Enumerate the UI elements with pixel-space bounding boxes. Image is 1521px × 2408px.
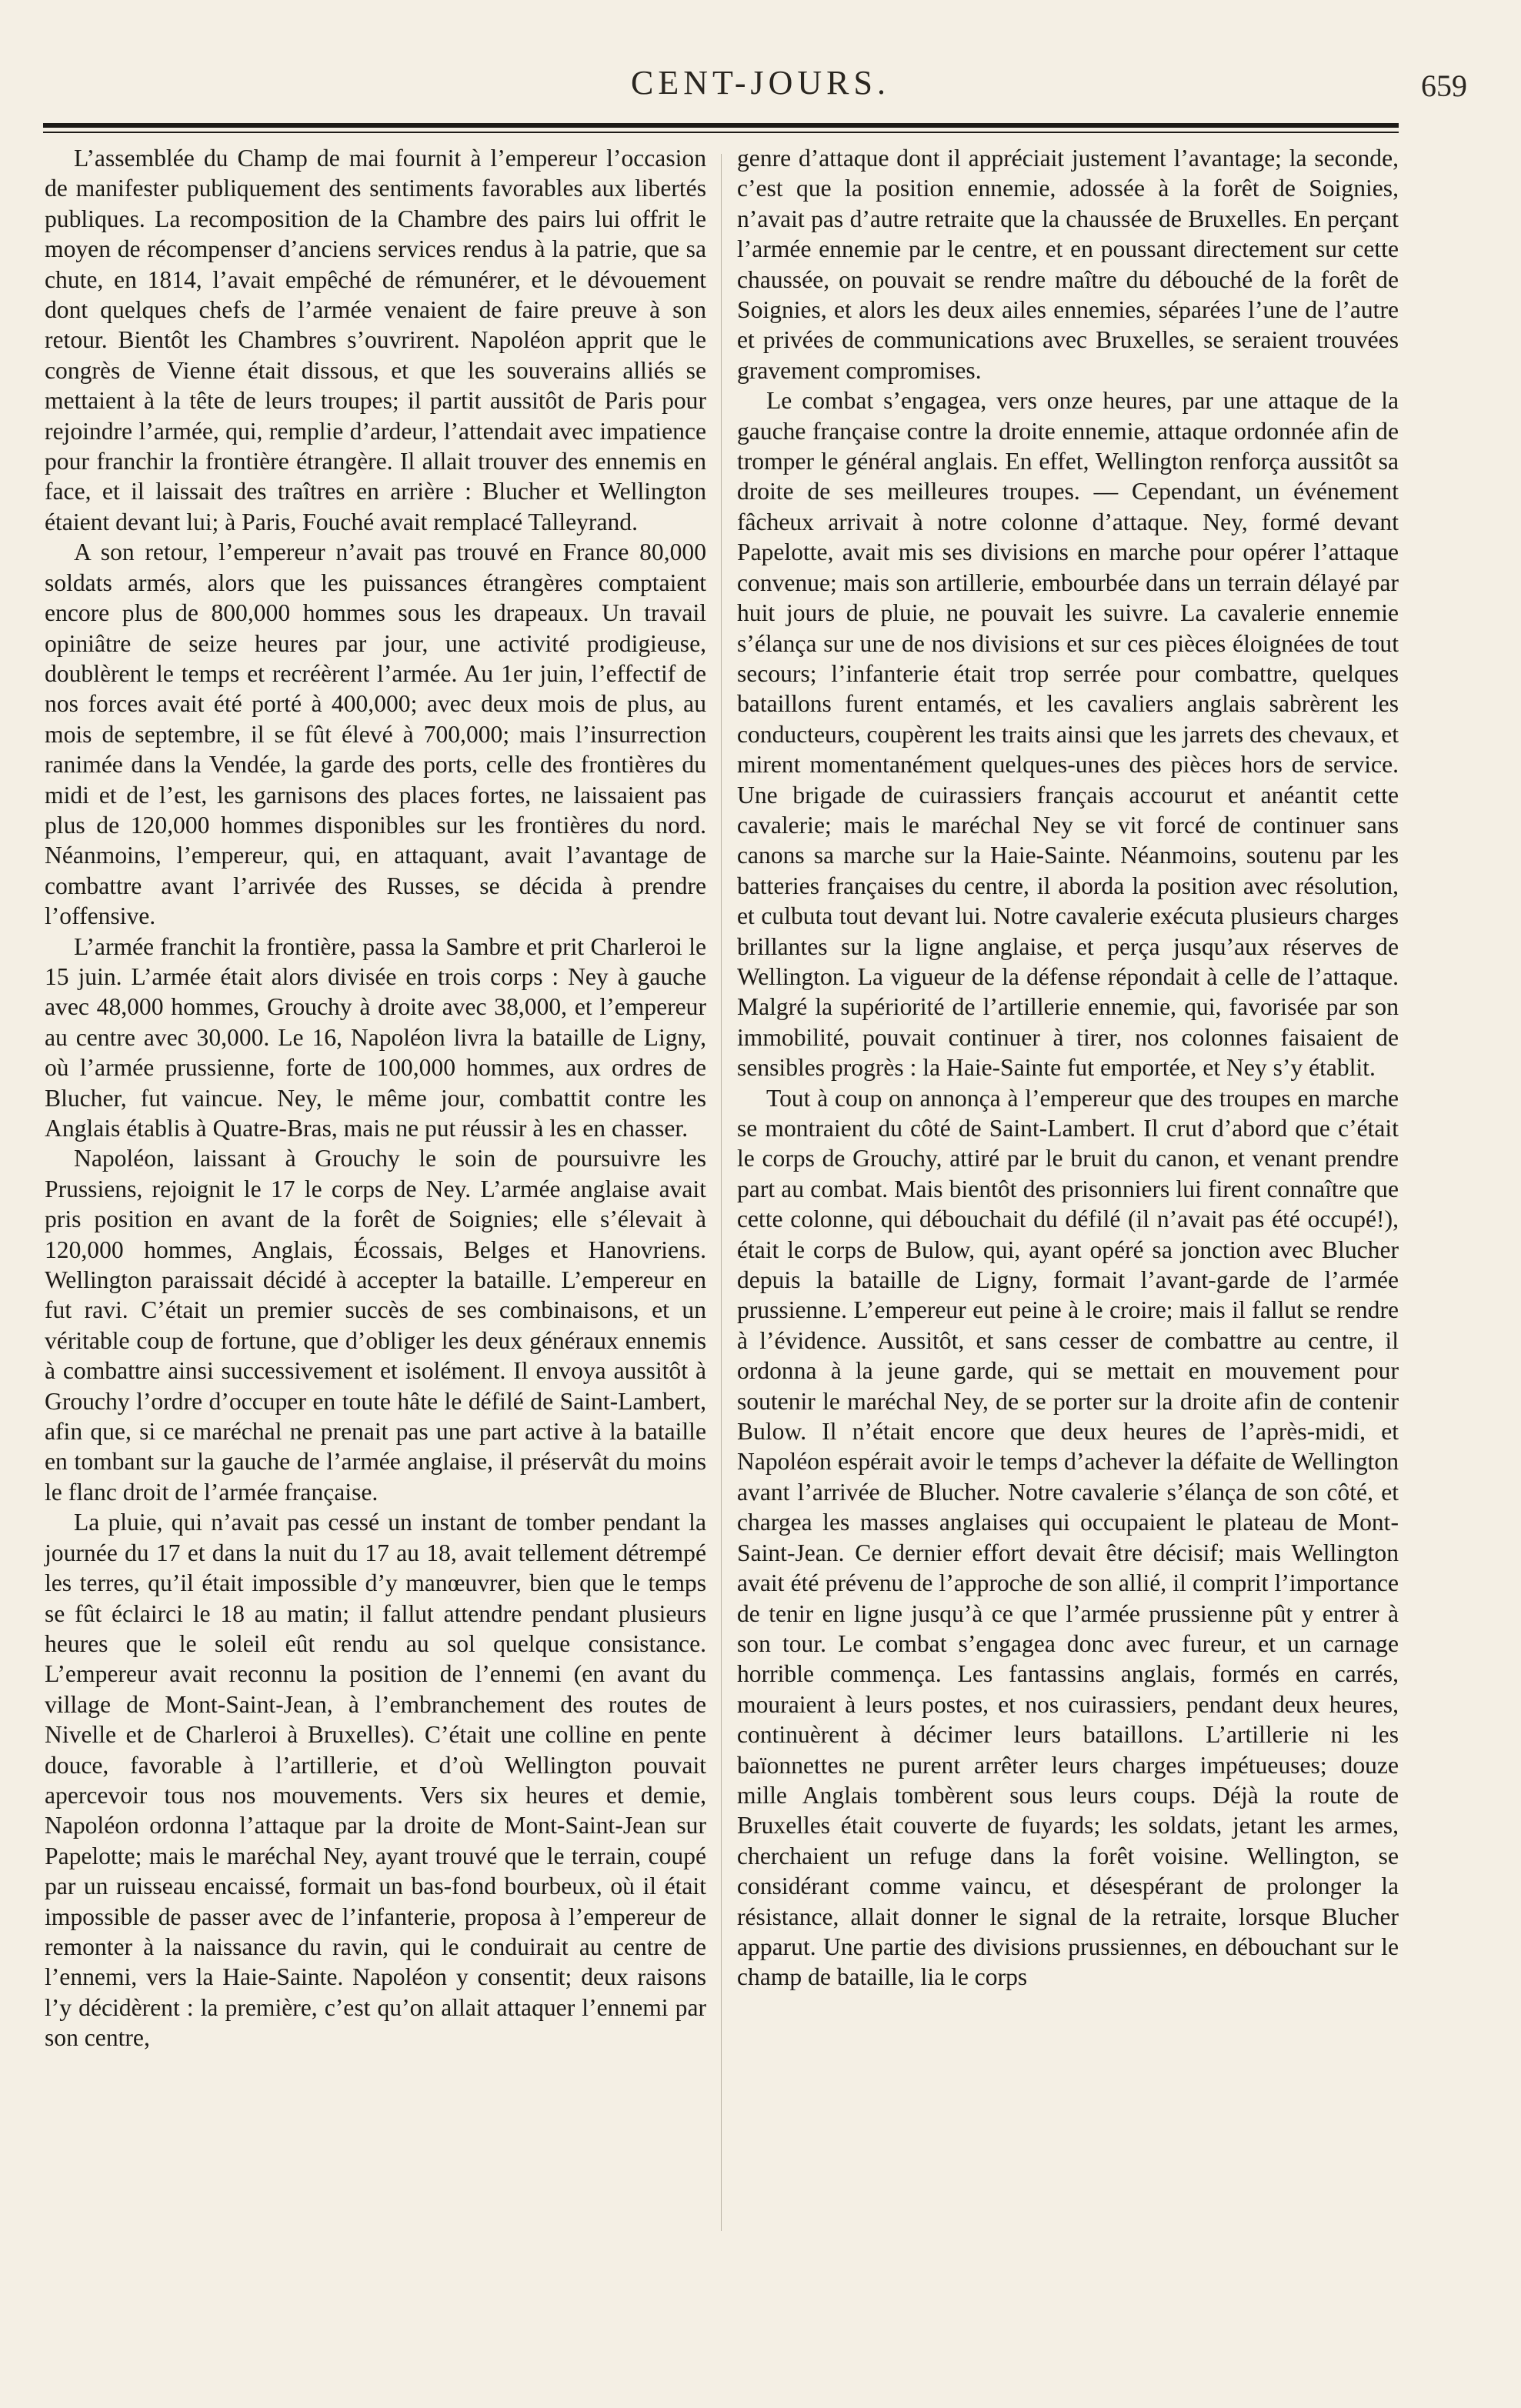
- running-title: CENT-JOURS.: [631, 64, 890, 102]
- paragraph: Le combat s’engagea, vers onze heures, par une attaque de la gauche française contre la droite ennemie, attaque ordonnée afin de tromper le général anglais. En effet, Wellington renforça aussitôt sa droite de ses meilleures troupes. — Cependant, un événement fâcheux arrivait à notre colonne d’attaque. Ney, formé devant Papelotte, avait mis ses divisions en marche pour opérer l’attaque convenue; mais son artillerie, embourbée dans un terrain délayé par huit jours de pluie, ne pouvait les suivre. La cavalerie ennemie s’élança sur une de nos divisions et sur ces pièces éloignées de tout secours; l’infanterie était trop serrée pour combattre, quelques bataillons furent entamés, et les cavaliers anglais sabrèrent les conducteurs, coupèrent les traits ainsi que les jarrets des chevaux, et mirent momentanément quelques-unes des pièces hors de service. Une brigade de cuirassiers français accourut et anéantit cette cavalerie; mais le maréchal Ney se vit forcé de continuer sans canons sa marche sur la Haie-Sainte. Néanmoins, soutenu par les batteries françaises du centre, il aborda la position avec résolution, et culbuta tout devant lui. Notre cavalerie exécuta plusieurs charges brillantes sur la ligne anglaise, et perça jusqu’aux réserves de Wellington. La vigueur de la défense répondait à celle de l’attaque. Malgré la supériorité de l’artillerie ennemie, qui, favorisée par son immobilité, pouvait continuer à tirer, nos colonnes faisaient de sensibles progrès : la Haie-Sainte fut emportée, et Ney s’y établit.: [737, 387, 1399, 1082]
- paragraph: L’armée franchit la frontière, passa la Sambre et prit Charleroi le 15 juin. L’armée était alors divisée en trois corps : Ney à gauche avec 48,000 hommes, Grouchy à droite avec 38,000, et l’empereur au centre avec 30,000. Le 16, Napoléon livra la bataille de Ligny, où l’armée prussienne, forte de 100,000 hommes, aux ordres de Blucher, fut vaincue. Ney, le même jour, combattit contre les Anglais établis à Quatre-Bras, mais ne put réussir à les en chasser.: [45, 932, 706, 1142]
- paragraph: A son retour, l’empereur n’avait pas trouvé en France 80,000 soldats armés, alors que les puissances étrangères comptaient encore plus de 800,000 hommes sous les drapeaux. Un travail opiniâtre de seize heures par jour, une activité prodigieuse, doublèrent le temps et recréèrent l’armée. Au 1er juin, l’effectif de nos forces avait été porté à 400,000; avec deux mois de plus, au mois de septembre, il se fût élevé à 700,000; mais l’insurrection ranimée dans la Vendée, la garde des ports, celle des frontières du midi et de l’est, les garnisons des places fortes, ne laissaient pas plus de 120,000 hommes disponibles sur les frontières du nord. Néanmoins, l’empereur, qui, en attaquant, avait l’avantage de combattre avant l’arrivée des Russes, se décida à prendre l’offensive.: [45, 539, 706, 930]
- page-number: 659: [1421, 68, 1467, 103]
- left-column: [45, 143, 706, 2236]
- header-rule-thick: [43, 123, 1399, 128]
- paragraph: La pluie, qui n’avait pas cessé un instant de tomber pendant la journée du 17 et dans la nuit du 17 au 18, avait tellement détrempé les terres, qu’il était impossible d’y manœuvrer, bien que le temps se fût éclairci le 18 au matin; il fallut attendre pendant plusieurs heures que le soleil eût rendu au sol quelque consistance. L’empereur avait reconnu la position de l’ennemi (en avant du village de Mont-Saint-Jean, à l’embranchement des routes de Nivelle et de Charleroi à Bruxelles). C’était une colline en pente douce, favorable à l’artillerie, et d’où Wellington pouvait apercevoir tous nos mouvements. Vers six heures et demie, Napoléon ordonna l’attaque par la droite de Mont-Saint-Jean sur Papelotte; mais le maréchal Ney, ayant trouvé que le terrain, coupé par un ruisseau encaissé, formait un bas-fond bourbeux, où il était impossible de passer avec de l’infanterie, proposa à l’empereur de remonter à la naissance du ravin, qui le conduirait au centre de l’ennemi, vers la Haie-Sainte. Napoléon y consentit; deux raisons l’y décidèrent : la première, c’est qu’on allait attaquer l’ennemi par son centre,: [45, 1509, 706, 2052]
- column-divider: [721, 154, 722, 2231]
- paragraph: Tout à coup on annonça à l’empereur que des troupes en marche se montraient du côté de Saint-Lambert. Il crut d’abord que c’était le corps de Grouchy, attiré par le bruit du canon, et venant prendre part au combat. Mais bientôt des prisonniers lui firent connaître que cette colonne, qui débouchait du défilé (il n’avait pas été occupé!), était le corps de Bulow, qui, ayant opéré sa jonction avec Blucher depuis la bataille de Ligny, formait l’avant-garde de l’armée prussienne. L’empereur eut peine à le croire; mais il fallut se rendre à l’évidence. Aussitôt, et sans cesser de combattre au centre, il ordonna à la jeune garde, qui se mettait en mouvement pour soutenir le maréchal Ney, de se porter sur la droite afin de contenir Bulow. Il n’était encore que deux heures de l’après-midi, et Napoléon espérait avoir le temps d’achever la défaite de Wellington avant l’arrivée de Blucher. Notre cavalerie s’élança de son côté, et chargea les masses anglaises qui occupaient le plateau de Mont-Saint-Jean. Ce dernier effort devait être décisif; mais Wellington avait été prévenu de l’approche de son allié, il comprit l’importance de tenir en ligne jusqu’à ce que l’armée prussienne pût y entrer à son tour. Le combat s’engagea donc avec fureur, et un carnage horrible commença. Les fantassins anglais, formés en carrés, mouraient à leurs postes, et nos cuirassiers, pendant deux heures, continuèrent à décimer leurs bataillons. L’artillerie ni les baïonnettes ne purent arrêter leurs charges impétueuses; douze mille Anglais tombèrent sous leurs coups. Déjà la route de Bruxelles était couverte de fuyards; les soldats, jetant les armes, cherchaient un refuge dans la forêt voisine. Wellington, se considérant comme vaincu, et désespérant de prolonger la résistance, allait donner le signal de la retraite, lorsque Blucher apparut. Une partie des divisions prussiennes, en débouchant sur le champ de bataille, lia le corps: [737, 1084, 1399, 1991]
- page-header: [0, 0, 1521, 131]
- header-rule-thin: [43, 132, 1399, 133]
- paragraph: Napoléon, laissant à Grouchy le soin de poursuivre les Prussiens, rejoignit le 17 le corps de Ney. L’armée anglaise avait pris position en avant de la forêt de Soignies; elle s’élevait à 120,000 hommes, Anglais, Écossais, Belges et Hanovriens. Wellington paraissait décidé à accepter la bataille. L’empereur en fut ravi. C’était un premier succès de ses combinaisons, et un véritable coup de fortune, que d’obliger les deux généraux ennemis à combattre ainsi successivement et isolément. Il envoya aussitôt à Grouchy l’ordre d’occuper en toute hâte le défilé de Saint-Lambert, afin que, si ce maréchal ne prenait pas une part active à la bataille en tombant sur la gauche de l’armée anglaise, il préservât du moins le flanc droit de l’armée française.: [45, 1145, 706, 1506]
- right-column: [737, 143, 1399, 2236]
- paragraph: genre d’attaque dont il appréciait justement l’avantage; la seconde, c’est que la position ennemie, adossée à la forêt de Soignies, n’avait pas d’autre retraite que la chaussée de Bruxelles. En perçant l’armée ennemie par le centre, et en poussant directement sur cette chaussée, on pouvait se rendre maître du débouché de la forêt de Soignies, et alors les deux ailes ennemies, séparées l’une de l’autre et privées de communications avec Bruxelles, se seraient trouvées gravement compromises.: [737, 145, 1399, 384]
- paragraph: L’assemblée du Champ de mai fournit à l’empereur l’occasion de manifester publiquement des sentiments favorables aux libertés publiques. La recomposition de la Chambre des pairs lui offrit le moyen de récompenser d’anciens services rendus à la patrie, que sa chute, en 1814, l’avait empêché de rémunérer, et le dévouement dont quelques chefs de l’armée venaient de faire preuve à son retour. Bientôt les Chambres s’ouvrirent. Napoléon apprit que le congrès de Vienne était dissous, et que les souverains alliés se mettaient à la tête de leurs troupes; il partit aussitôt de Paris pour rejoindre l’armée, qui, remplie d’ardeur, l’attendait avec impatience pour franchir la frontière étrangère. Il allait trouver des ennemis en face, et il laissait des traîtres en arrière : Blucher et Wellington étaient devant lui; à Paris, Fouché avait remplacé Talleyrand.: [45, 145, 706, 535]
